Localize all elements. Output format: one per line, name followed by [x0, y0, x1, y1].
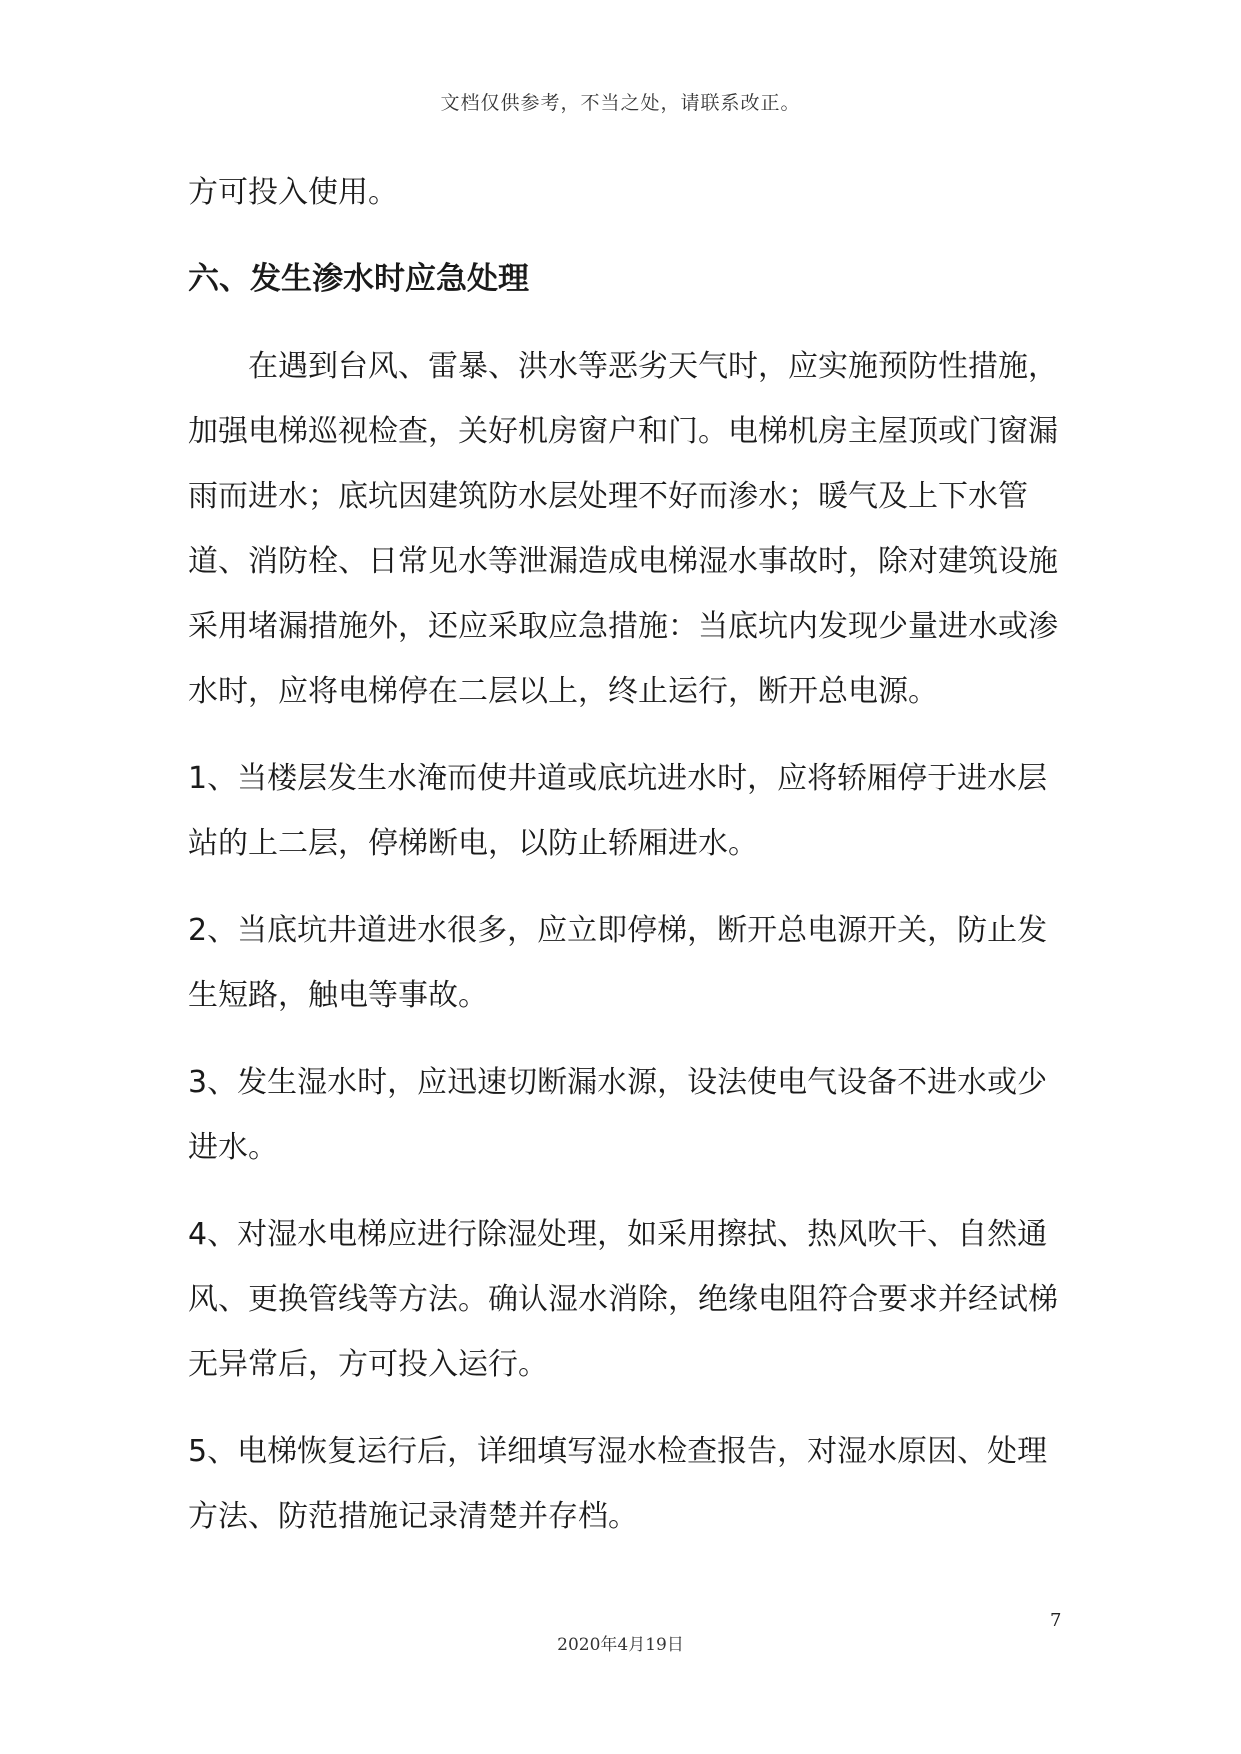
- list-item-4: 4、对湿水电梯应进行除湿处理，如采用擦拭、热风吹干、自然通风、更换管线等方法。确认湿水消除，绝缘电阻符合要求并经试梯无异常后，方可投入运行。: [188, 1217, 1058, 1382]
- list-item-1: 1、当楼层发生水淹而使井道或底坑进水时，应将轿厢停于进水层站的上二层，停梯断电，以防止轿厢进水。: [188, 761, 1048, 861]
- section-heading: 六、发生渗水时应急处理: [188, 261, 529, 297]
- document-body: [188, 160, 1068, 1571]
- list-item-5: 5、电梯恢复运行后，详细填写湿水检查报告，对湿水原因、处理方法、防范措施记录清楚并存档。: [188, 1434, 1048, 1534]
- list-item-3: 3、发生湿水时，应迅速切断漏水源，设法使电气设备不进水或少进水。: [188, 1065, 1048, 1165]
- document-header-note: 文档仅供参考，不当之处，请联系改正。: [440, 92, 801, 114]
- intro-paragraph: 在遇到台风、雷暴、洪水等恶劣天气时，应实施预防性措施，加强电梯巡视检查，关好机房窗户和门。电梯机房主屋顶或门窗漏雨而进水；底坑因建筑防水层处理不好而渗水；暖气及上下水管道、消防栓、日常见水等泄漏造成电梯湿水事故时，除对建筑设施采用堵漏措施外，还应采取应急措施：当底坑内发现少量进水或渗水时，应将电梯停在二层以上，终止运行，断开总电源。: [188, 349, 1058, 709]
- page-number: 7: [1050, 1610, 1062, 1631]
- list-item-2: 2、当底坑井道进水很多，应立即停梯，断开总电源开关，防止发生短路，触电等事故。: [188, 913, 1048, 1013]
- continuation-line: 方可投入使用。: [188, 175, 398, 210]
- footer-date: 2020年4月19日: [557, 1635, 684, 1655]
